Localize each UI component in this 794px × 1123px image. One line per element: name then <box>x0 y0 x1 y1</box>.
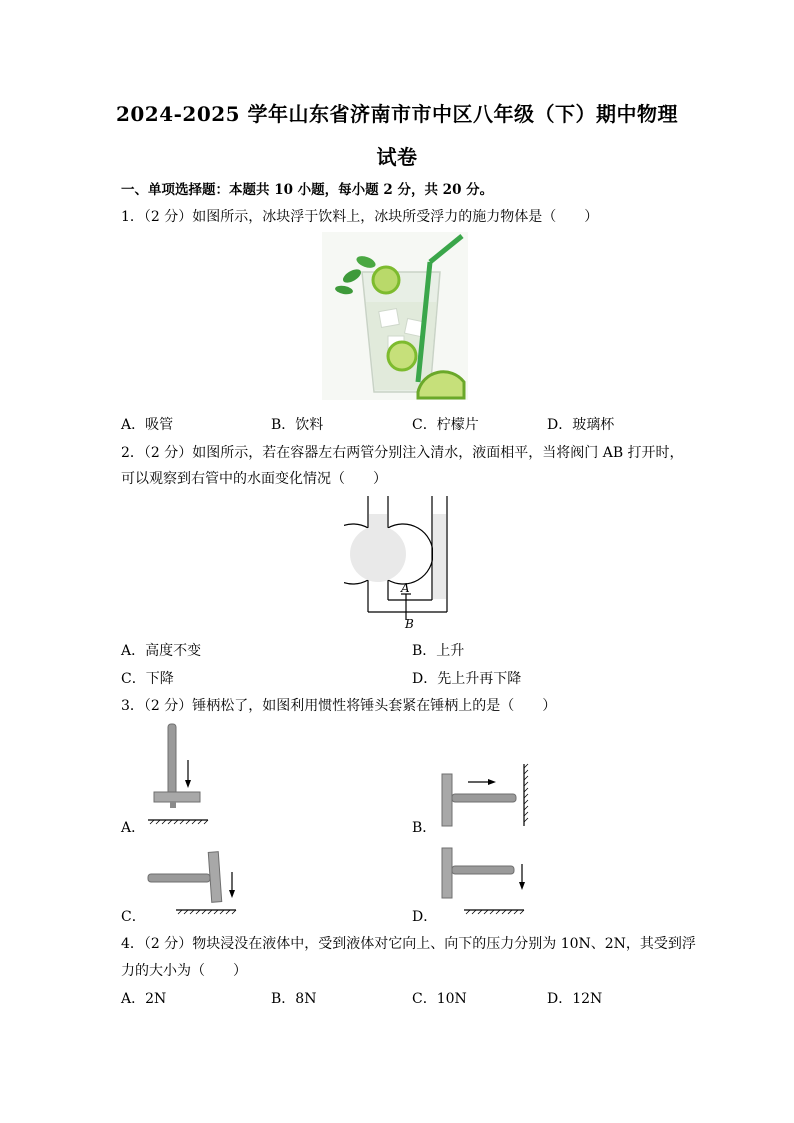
section-heading: 一、单项选择题：本题共 10 小题，每小题 2 分，共 20 分。 <box>121 182 494 198</box>
q3-stem: 3．（2 分）锤柄松了，如图利用惯性将锤头套紧在锤柄上的是（ ） <box>121 698 557 714</box>
q1-option-c: C．柠檬片 <box>412 417 479 433</box>
q4-option-d: D．12N <box>547 991 603 1007</box>
exam-title-line2: 试卷 <box>376 145 418 169</box>
q2-option-c: C．下降 <box>121 671 174 687</box>
q4-option-b: B．8N <box>271 991 317 1007</box>
valve-label-b: B <box>405 617 414 630</box>
hammer-figure-b <box>438 760 538 830</box>
valve-label-a: A <box>401 581 410 595</box>
q1-option-b: B．饮料 <box>271 417 324 433</box>
q3-option-b: B． <box>412 820 437 836</box>
q1-option-d: D．玻璃杯 <box>547 417 615 433</box>
q4-stem-line1: 4．（2 分）物块浸没在液体中，受到液体对它向上、向下的压力分别为 10N、2N，其受到浮 <box>121 936 696 952</box>
hammer-figure-d <box>438 844 528 918</box>
hammer-figure-a <box>146 720 210 828</box>
q2-stem-line1: 2．（2 分）如图所示，若在容器左右两管分别注入清水，液面相平，当将阀门 AB 打开时， <box>121 445 684 461</box>
drink-glass-image <box>322 232 468 400</box>
q1-option-a: A．吸管 <box>121 417 174 433</box>
q4-option-c: C．10N <box>412 991 467 1007</box>
q1-stem: 1．（2 分）如图所示，冰块浮于饮料上，冰块所受浮力的施力物体是（ ） <box>121 209 599 225</box>
hammer-figure-c <box>146 848 242 918</box>
exam-title-line1: 2024-2025 学年山东省济南市市中区八年级（下）期中物理 <box>115 102 679 126</box>
q2-option-b: B．上升 <box>412 643 465 659</box>
q2-option-a: A．高度不变 <box>121 643 202 659</box>
connected-vessel-diagram <box>344 494 452 630</box>
q3-option-d: D． <box>412 909 438 925</box>
q2-stem-line2: 可以观察到右管中的水面变化情况（ ） <box>121 471 387 487</box>
q2-option-d: D．先上升再下降 <box>412 671 522 687</box>
q3-option-a: A． <box>121 820 146 836</box>
q4-stem-line2: 力的大小为（ ） <box>121 963 247 979</box>
q3-option-c: C． <box>121 909 146 925</box>
q4-option-a: A．2N <box>121 991 167 1007</box>
